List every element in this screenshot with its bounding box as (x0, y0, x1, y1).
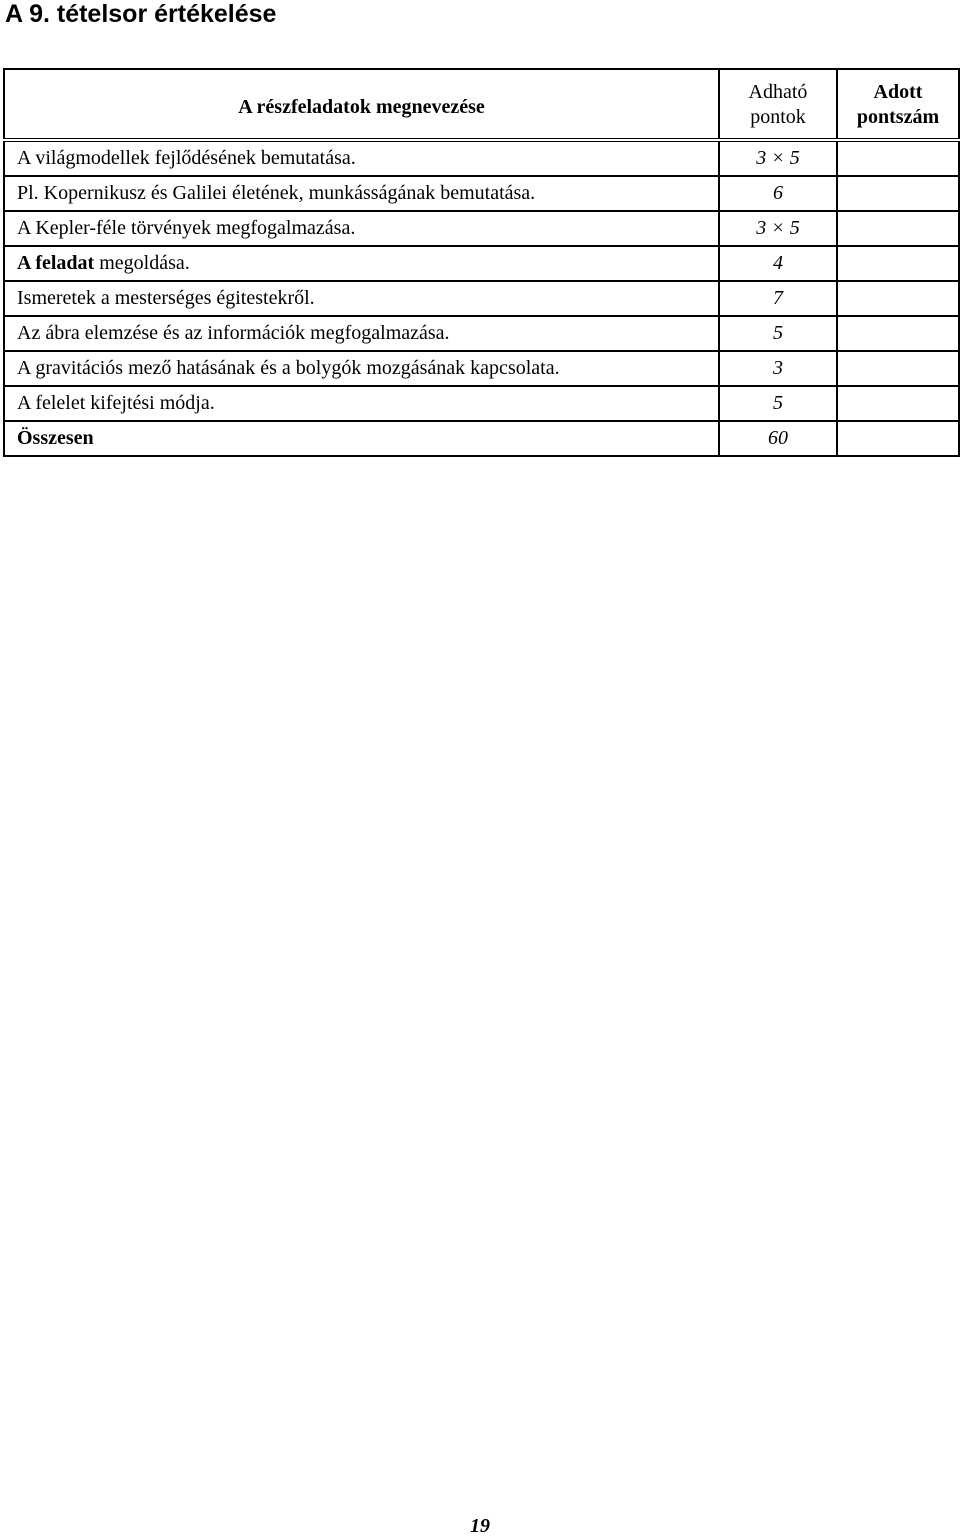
table-row (4, 281, 959, 316)
max-points-cell: 5 (719, 316, 837, 351)
table-header-row (4, 69, 959, 140)
awarded-points-cell[interactable] (837, 140, 959, 176)
table-row (4, 140, 959, 176)
task-cell (4, 140, 719, 176)
task-cell (4, 211, 719, 246)
task-cell (4, 316, 719, 351)
table-row (4, 351, 959, 386)
awarded-points-cell[interactable] (837, 281, 959, 316)
table-row (4, 386, 959, 421)
max-points-cell: 3 × 5 (719, 211, 837, 246)
total-awarded-points[interactable] (837, 421, 959, 456)
task-text: A Kepler-féle törvények megfogalmazása. (17, 217, 356, 239)
task-cell (4, 281, 719, 316)
header-awarded-line2: pontszám (856, 106, 940, 128)
page-number: 19 (470, 1515, 490, 1537)
table-row (4, 316, 959, 351)
header-max-points-line2: pontok (750, 106, 806, 128)
header-task-name: A részfeladatok megnevezése (4, 69, 719, 140)
table-row (4, 246, 959, 281)
page-title: A 9. tételsor értékelése (5, 0, 277, 28)
max-points-cell: 3 (719, 351, 837, 386)
header-max-points-line1: Adható (748, 81, 808, 103)
total-max-points: 60 (719, 421, 837, 456)
awarded-points-cell[interactable] (837, 211, 959, 246)
task-text: Pl. Kopernikusz és Galilei életének, munkásságának bemutatása. (17, 182, 536, 204)
total-row (4, 421, 959, 456)
awarded-points-cell[interactable] (837, 176, 959, 211)
task-text: Ismeretek a mesterséges égitestekről. (17, 287, 315, 309)
task-text: megoldása. (94, 252, 190, 274)
awarded-points-cell[interactable] (837, 351, 959, 386)
header-awarded-points (837, 69, 959, 140)
max-points-cell: 7 (719, 281, 837, 316)
max-points-cell: 3 × 5 (719, 140, 837, 176)
max-points-cell: 6 (719, 176, 837, 211)
task-cell (4, 246, 719, 281)
task-text: A gravitációs mező hatásának és a bolygók mozgásának kapcsolata. (17, 357, 560, 379)
header-awarded-line1: Adott (873, 81, 923, 103)
task-cell (4, 176, 719, 211)
task-cell (4, 351, 719, 386)
task-bold-prefix: A feladat (17, 252, 95, 274)
task-text: Az ábra elemzése és az információk megfogalmazása. (17, 322, 450, 344)
awarded-points-cell[interactable] (837, 386, 959, 421)
table-row (4, 211, 959, 246)
awarded-points-cell[interactable] (837, 246, 959, 281)
total-label: Összesen (4, 421, 719, 456)
evaluation-table (3, 68, 960, 457)
max-points-cell: 4 (719, 246, 837, 281)
task-text: A világmodellek fejlődésének bemutatása. (17, 147, 356, 169)
max-points-cell: 5 (719, 386, 837, 421)
table-row (4, 176, 959, 211)
task-text: A felelet kifejtési módja. (17, 392, 215, 414)
awarded-points-cell[interactable] (837, 316, 959, 351)
header-max-points (719, 69, 837, 140)
task-cell (4, 386, 719, 421)
